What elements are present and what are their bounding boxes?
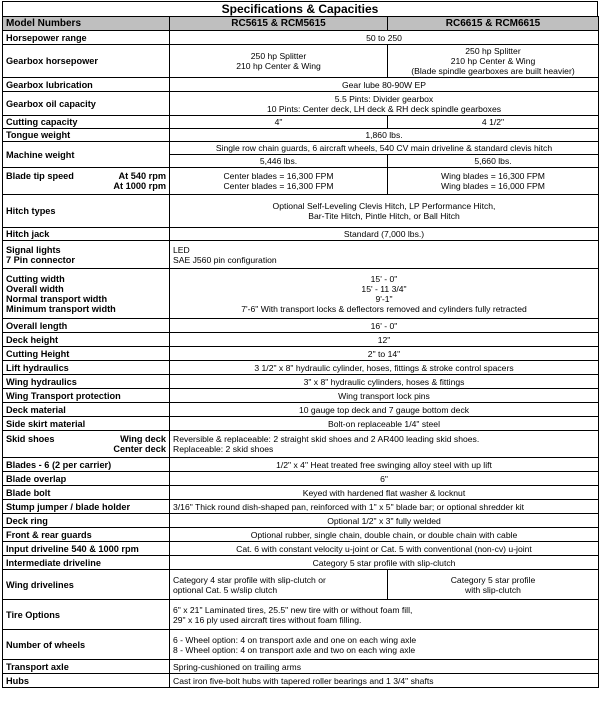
value-line: 9'-1" (375, 293, 393, 304)
spec-table (2, 16, 599, 688)
row-label: Overall length (3, 319, 170, 333)
row-value-a: 4" (170, 116, 388, 129)
value-line: 250 hp Splitter (250, 51, 307, 61)
row-label: Hitch types (3, 195, 170, 228)
row-value: 2" to 14" (170, 347, 599, 361)
label-line: Overall width (6, 283, 64, 294)
row-label: Front & rear guards (3, 528, 170, 542)
table-row (3, 674, 599, 688)
value-line: Center blades = 16,300 FPM (223, 171, 334, 181)
value-line: 250 hp Splitter (465, 46, 521, 56)
value-line: Replaceable: 2 skid shoes (173, 444, 274, 454)
row-label: Side skirt material (3, 417, 170, 431)
value-line: Category 5 star profile (450, 574, 536, 585)
row-label: Blades - 6 (2 per carrier) (3, 458, 170, 472)
table-row (3, 570, 599, 600)
row-label: Gearbox horsepower (3, 45, 170, 78)
row-label (3, 168, 170, 195)
label-sub: Center deck (113, 444, 166, 454)
row-value: 10 gauge top deck and 7 gauge bottom deck (170, 403, 599, 417)
value-line: 5.5 Pints: Divider gearbox (334, 93, 434, 104)
value-line: 15' - 0" (370, 273, 398, 284)
table-row (3, 417, 599, 431)
table-row (3, 168, 599, 195)
row-label: Transport axle (3, 660, 170, 674)
table-row (3, 116, 599, 129)
value-line: SAE J560 pin configuration (173, 254, 277, 265)
row-label: Gearbox lubrication (3, 78, 170, 92)
table-row (3, 31, 599, 45)
value-line: 8 - Wheel option: 4 on transport axle and two on each wing axle (173, 644, 416, 655)
value-line: Optional Self-Leveling Clevis Hitch, LP Performance Hitch, (272, 201, 496, 211)
table-row (3, 241, 599, 269)
table-row (3, 129, 599, 142)
row-value: Wing transport lock pins (170, 389, 599, 403)
row-label: Gearbox oil capacity (3, 92, 170, 116)
row-value (170, 92, 599, 116)
table-row (3, 630, 599, 660)
row-value (170, 195, 599, 228)
row-value (170, 241, 599, 269)
table-row (3, 542, 599, 556)
row-value (170, 269, 599, 319)
label-line (6, 444, 166, 454)
row-label: Deck material (3, 403, 170, 417)
label-main: Skid shoes (6, 434, 55, 444)
table-row (3, 486, 599, 500)
value-line: 210 hp Center & Wing (236, 61, 321, 71)
row-label: Cutting capacity (3, 116, 170, 129)
row-value: Single row chain guards, 6 aircraft wheels, 540 CV main driveline & standard clevis hitch (170, 142, 599, 155)
row-label: Wing hydraulics (3, 375, 170, 389)
table-row (3, 660, 599, 674)
table-row (3, 319, 599, 333)
row-value-b (388, 168, 599, 195)
table-row (3, 347, 599, 361)
row-value: Bolt-on replaceable 1/4" steel (170, 417, 599, 431)
label-line (6, 181, 166, 191)
value-line: Bar-Tite Hitch, Pintle Hitch, or Ball Hitch (308, 211, 460, 221)
label-line: Cutting width (6, 273, 65, 284)
row-value-a (170, 570, 388, 600)
table-row (3, 78, 599, 92)
row-label (3, 241, 170, 269)
row-label: Blade bolt (3, 486, 170, 500)
table-row (3, 333, 599, 347)
value-line: Reversible & replaceable: 2 straight skid shoes and 2 AR400 leading skid shoes. (173, 434, 480, 444)
table-row (3, 500, 599, 514)
row-value: 1/2" x 4" Heat treated free swinging alloy steel with up lift (170, 458, 599, 472)
table-row (3, 45, 599, 78)
value-line: Wing blades = 16,300 FPM (441, 171, 545, 181)
row-value: 50 to 250 (170, 31, 599, 45)
row-label: Hubs (3, 674, 170, 688)
row-label: Deck height (3, 333, 170, 347)
value-line: Wing blades = 16,000 FPM (441, 181, 545, 191)
label-line: 7 Pin connector (6, 254, 75, 265)
row-value: Cast iron five-bolt hubs with tapered roller bearings and 1 3/4" shafts (170, 674, 599, 688)
row-label: Deck ring (3, 514, 170, 528)
label-line (6, 171, 166, 181)
row-label: Stump jumper / blade holder (3, 500, 170, 514)
row-value-b: 5,660 lbs. (388, 155, 599, 168)
table-row (3, 92, 599, 116)
row-value: Category 5 star profile with slip-clutch (170, 556, 599, 570)
table-row (3, 556, 599, 570)
value-line: (Blade spindle gearboxes are built heavier) (411, 66, 575, 76)
row-label: Machine weight (3, 142, 170, 168)
row-value: 3 1/2" x 8" hydraulic cylinder, hoses, fittings & stroke control spacers (170, 361, 599, 375)
label-line (6, 434, 166, 444)
row-label: Tire Options (3, 600, 170, 630)
row-label: Number of wheels (3, 630, 170, 660)
label-line: Normal transport width (6, 293, 108, 304)
row-value: 1,860 lbs. (170, 129, 599, 142)
row-value-a: 5,446 lbs. (170, 155, 388, 168)
label-main: Blade tip speed (6, 171, 74, 181)
row-value: Spring-cushioned on trailing arms (170, 660, 599, 674)
row-label: Intermediate driveline (3, 556, 170, 570)
row-value-b (388, 570, 599, 600)
value-line: optional Cat. 5 w/slip clutch (173, 584, 278, 595)
row-label: Cutting Height (3, 347, 170, 361)
header-model-numbers: Model Numbers (3, 17, 170, 31)
value-line: Category 4 star profile with slip-clutch or (173, 574, 326, 585)
row-value: 12" (170, 333, 599, 347)
row-value: 6" (170, 472, 599, 486)
table-row (3, 375, 599, 389)
row-value: Cat. 6 with constant velocity u-joint or Cat. 5 with conventional (non-cv) u-joint (170, 542, 599, 556)
label-line: Signal lights (6, 244, 61, 255)
row-label: Lift hydraulics (3, 361, 170, 375)
header-rc6615: RC6615 & RCM6615 (388, 17, 599, 31)
row-label: Wing drivelines (3, 570, 170, 600)
value-line: 6" x 21" Laminated tires, 25.5" new tire with or without foam fill, (173, 604, 413, 615)
label-line: Minimum transport width (6, 303, 116, 314)
row-value-a (170, 45, 388, 78)
table-header (3, 17, 599, 31)
table-row (3, 458, 599, 472)
row-label (3, 269, 170, 319)
label-sub: Wing deck (120, 434, 166, 444)
row-value (170, 431, 599, 458)
row-value: Standard (7,000 lbs.) (170, 228, 599, 241)
table-row (3, 361, 599, 375)
table-row (3, 142, 599, 155)
row-value-b: 4 1/2" (388, 116, 599, 129)
label-sub: At 1000 rpm (113, 181, 166, 191)
table-row (3, 403, 599, 417)
row-label: Tongue weight (3, 129, 170, 142)
row-label: Hitch jack (3, 228, 170, 241)
table-row (3, 269, 599, 319)
row-value: 16' - 0" (170, 319, 599, 333)
row-value: 3" x 8" hydraulic cylinders, hoses & fittings (170, 375, 599, 389)
row-value: Gear lube 80-90W EP (170, 78, 599, 92)
table-row (3, 514, 599, 528)
table-row (3, 472, 599, 486)
value-line: 6 - Wheel option: 4 on transport axle and one on each wing axle (173, 634, 417, 645)
row-value: Optional rubber, single chain, double chain, or double chain with cable (170, 528, 599, 542)
table-row (3, 528, 599, 542)
row-label (3, 431, 170, 458)
value-line: 210 hp Center & Wing (450, 56, 536, 66)
value-line: Center blades = 16,300 FPM (223, 181, 334, 191)
row-value: 3/16" Thick round dish-shaped pan, reinforced with 1" x 5" blade bar; or optional shredder kit (170, 500, 599, 514)
row-value: Optional 1/2" x 3" fully welded (170, 514, 599, 528)
row-value-b (388, 45, 599, 78)
row-value: Keyed with hardened flat washer & locknut (170, 486, 599, 500)
value-line: 29" x 16 ply used aircraft tires without foam filling. (173, 614, 362, 625)
value-line: 10 Pints: Center deck, LH deck & RH deck spindle gearboxes (266, 103, 502, 114)
row-value (170, 630, 599, 660)
table-row (3, 228, 599, 241)
row-label: Input driveline 540 & 1000 rpm (3, 542, 170, 556)
page-title: Specifications & Capacities (2, 1, 598, 16)
header-rc5615: RC5615 & RCM5615 (170, 17, 388, 31)
value-line: with slip-clutch (465, 584, 521, 595)
table-row (3, 389, 599, 403)
row-label: Horsepower range (3, 31, 170, 45)
row-value (170, 600, 599, 630)
spec-sheet (2, 1, 598, 688)
table-row (3, 431, 599, 458)
row-value-a (170, 168, 388, 195)
table-row (3, 600, 599, 630)
value-line: 7'-6" With transport locks & deflectors removed and cylinders fully retracted (241, 303, 527, 314)
table-row (3, 195, 599, 228)
row-label: Blade overlap (3, 472, 170, 486)
value-line: LED (173, 244, 190, 255)
row-label: Wing Transport protection (3, 389, 170, 403)
label-sub: At 540 rpm (118, 171, 166, 181)
value-line: 15' - 11 3/4" (361, 283, 407, 294)
